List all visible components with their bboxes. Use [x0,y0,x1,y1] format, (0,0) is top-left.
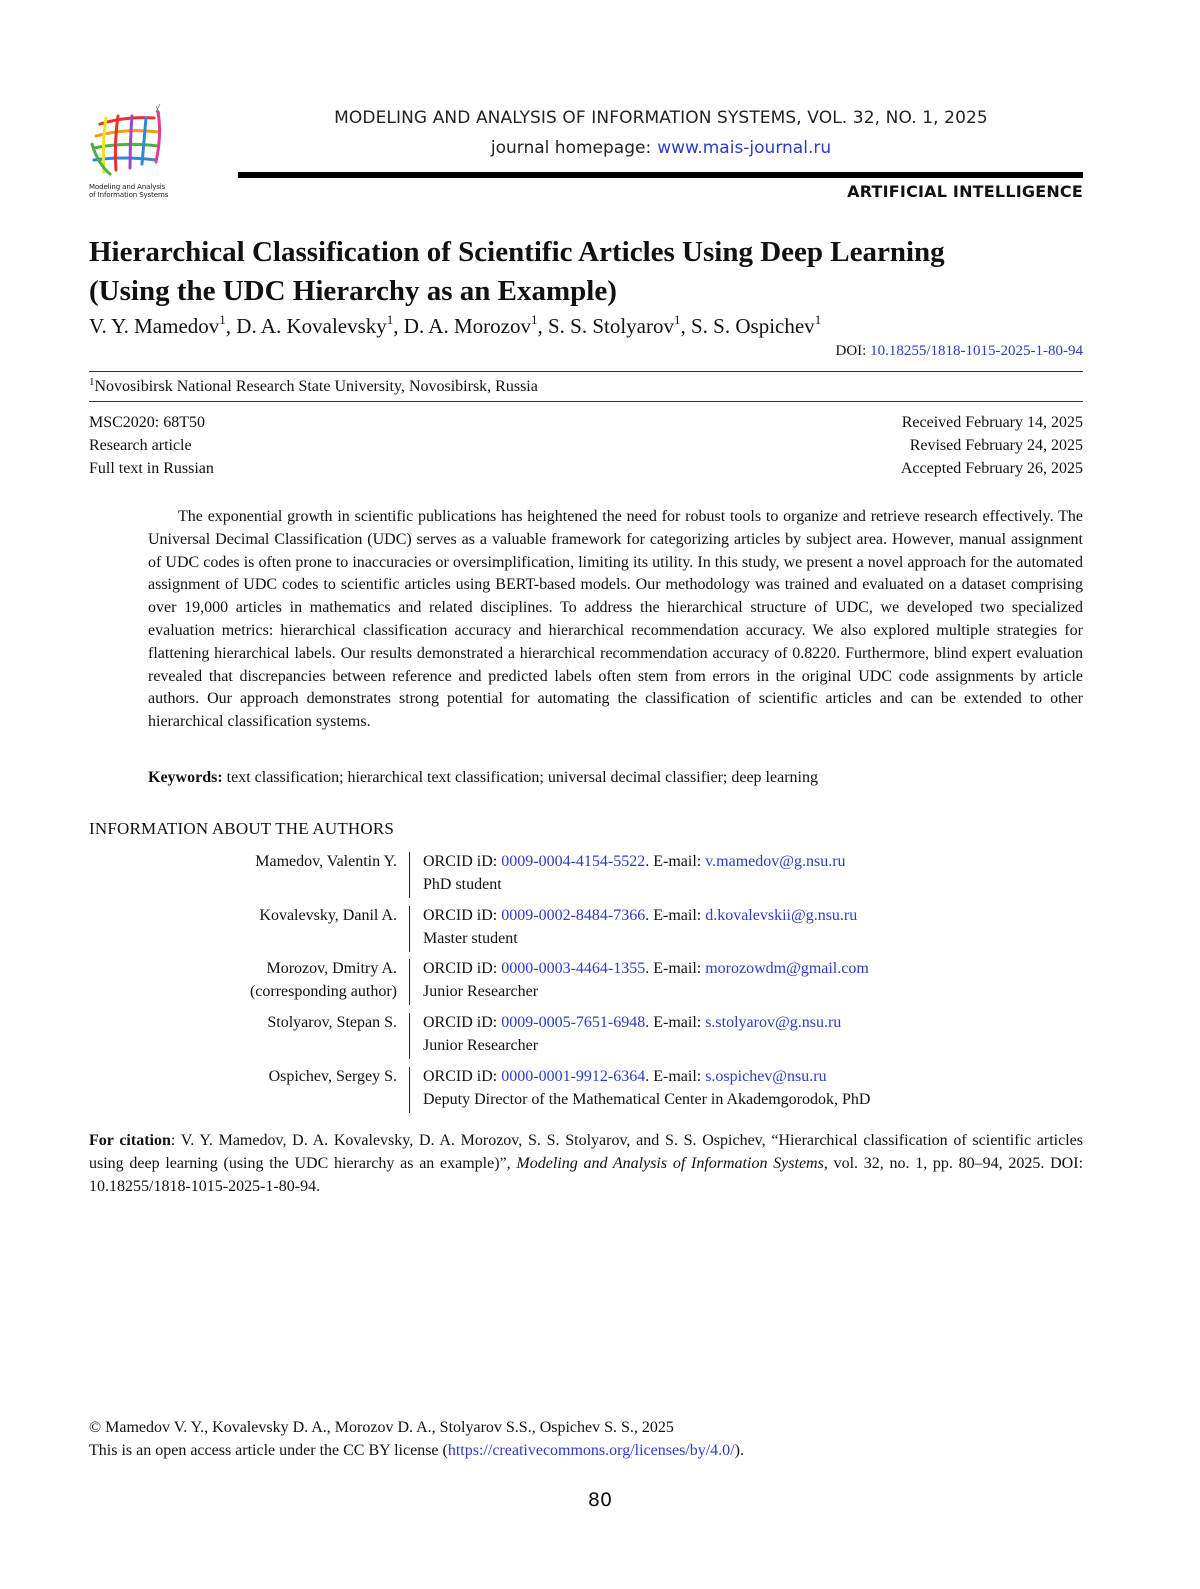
author-info-divider [409,906,410,952]
author-info-name: Stolyarov, Stepan S. [267,1014,397,1031]
author-name: D. A. Morozov [403,314,531,338]
doi-label: DOI: [835,343,867,359]
email-label: E-mail: [653,907,702,924]
article-dates [901,411,1083,480]
orcid-label: ORCID iD: [423,960,498,977]
author-info-name: Kovalevsky, Danil A. [259,907,397,924]
homepage-label: journal homepage: [490,138,652,158]
copyright-block [89,1416,744,1462]
abstract: The exponential growth in scientific publications has heightened the need for robust tools to organize and retrieve research effectively. The Universal Decimal Classification (UDC) serves as a valuable framework for categorizing articles by subject area. However, manual assignment of UDC codes is often prone to inaccuracies or oversimplification, limiting its utility. In this study, we present a novel approach for the automated assignment of UDC codes to scientific articles using BERT-based models. Our methodology was trained and evaluated on a dataset comprising over 19,000 articles in mathematics and related disciplines. To address the hierarchical structure of UDC, we developed two specialized evaluation metrics: hierarchical classification accuracy and hierarchical recommendation accuracy. We also explored multiple strategies for flattening hierarchical labels. Our results demonstrated a hierarchical recommendation accuracy of 0.8220. Furthermore, blind expert evaluation revealed that discrepancies between reference and predicted labels often stem from errors in the original UDC code assignments by article authors. Our approach demonstrates strong potential for automating the classification of scientific articles and can be extended to other hierarchical classification systems. [148,508,1083,731]
author-info-row [89,1011,1083,1057]
article-title [89,233,1089,311]
email-link[interactable]: d.kovalevskii@g.nsu.ru [705,907,858,924]
orcid-label: ORCID iD: [423,907,498,924]
journal-name: MODELING AND ANALYSIS OF INFORMATION SYSTEMS, VOL. 32, NO. 1, 2025 [334,108,988,128]
title-line-2: (Using the UDC Hierarchy as an Example) [89,275,617,307]
author-info-details: ORCID iD: 0009-0004-4154-5522. E-mail: v.mamedov@g.nsu.ru PhD student [423,853,846,893]
journal-homepage [240,138,1082,158]
email-link[interactable]: v.mamedov@g.nsu.ru [705,853,846,870]
author-info-divider [409,959,410,1005]
citation-tail: , vol. 32, no. 1, pp. 80–94, 2025. DOI: 10.18255/1818-1015-2025-1-80-94. [89,1155,1084,1195]
orcid-label: ORCID iD: [423,1014,498,1031]
logo-text: Modeling and Analysis of Information Systems [89,183,169,199]
author-info-details: ORCID iD: 0009-0005-7651-6948. E-mail: s.stolyarov@g.nsu.ru Junior Researcher [423,1014,842,1054]
author-info-row [89,850,1083,896]
orcid-link[interactable]: 0000-0001-9912-6364 [501,1068,646,1085]
affiliation-rule-top [89,371,1083,372]
orcid-label: ORCID iD: [423,1068,498,1085]
homepage-link[interactable]: www.mais-journal.ru [657,138,832,158]
title-line-1: Hierarchical Classification of Scientific Articles Using Deep Learning [89,236,945,268]
email-label: E-mail: [653,1068,702,1085]
affiliation-mark: 1 [89,376,95,388]
affiliation [89,378,538,396]
license-line: This is an open access article under the CC BY license (https://creativecommons.org/licenses/by/4.0/). [89,1442,744,1459]
citation [89,1129,1083,1198]
article-meta [89,411,214,480]
author-info-details: ORCID iD: 0009-0002-8484-7366. E-mail: d.kovalevskii@g.nsu.ru Master student [423,907,858,947]
author-position: Master student [423,930,518,947]
keywords-label: Keywords: [148,769,223,786]
author-list: V. Y. Mamedov$^1$, D. A. Kovalevsky$^1$, D. A. Morozov$^1$, S. S. Stolyarov$^1$, S. S. Ospichev$^1$ [89,312,822,338]
revised-date: Revised February 24, 2025 [909,437,1083,454]
affiliation-mark: 1 [530,312,538,327]
orcid-label: ORCID iD: [423,853,498,870]
author-name: D. A. Kovalevsky [236,314,387,338]
author-position: Junior Researcher [423,983,539,1000]
author-position: PhD student [423,876,502,893]
email-label: E-mail: [653,1014,702,1031]
article-type: Research article [89,437,192,454]
author-info-name: Morozov, Dmitry A. (corresponding author) [249,960,397,1000]
orcid-link[interactable]: 0000-0003-4464-1355 [501,960,646,977]
affiliation-rule-bottom [89,401,1083,402]
affiliation-mark: 1 [814,312,822,327]
msc-code: MSC2020: 68T50 [89,414,206,431]
keywords [148,769,1083,787]
author-info-details: ORCID iD: 0000-0003-4464-1355. E-mail: morozowdm@gmail.com Junior Researcher [423,960,869,1000]
author-info-row [89,904,1083,950]
author-info-row [89,957,1083,1003]
email-link[interactable]: s.ospichev@nsu.ru [705,1068,827,1085]
received-date: Received February 14, 2025 [901,414,1083,431]
logo-grid-icon [92,112,160,174]
author-info-row [89,1065,1083,1111]
orcid-link[interactable]: 0009-0005-7651-6948 [501,1014,646,1031]
citation-label: For citation [89,1132,171,1149]
author-position: Deputy Director of the Mathematical Center in Akademgorodok, PhD [423,1091,871,1108]
section-label: ARTIFICIAL INTELLIGENCE [847,182,1083,201]
orcid-link[interactable]: 0009-0004-4154-5522 [501,853,646,870]
authors-info-heading: INFORMATION ABOUT THE AUTHORS [89,819,395,838]
license-link[interactable]: https://creativecommons.org/licenses/by/4.0/ [447,1442,735,1459]
email-label: E-mail: [653,853,702,870]
corresponding-note: (corresponding author) [249,983,397,1000]
author-info-divider [409,1067,410,1113]
author-info-name: Mamedov, Valentin Y. [255,853,397,870]
author-name: S. S. Ospichev [691,314,815,338]
author-name: S. S. Stolyarov [547,314,674,338]
author-name: V. Y. Mamedov [89,314,220,338]
orcid-link[interactable]: 0009-0002-8484-7366 [501,907,646,924]
email-label: E-mail: [653,960,702,977]
author-info-divider [409,1013,410,1059]
affiliation-mark: 1 [386,312,394,327]
affiliation-text: Novosibirsk National Research State University, Novosibirsk, Russia [94,378,538,395]
doi [836,343,1083,360]
affiliation-mark: 1 [219,312,226,327]
author-info-name: Ospichev, Sergey S. [268,1068,397,1085]
author-info-details: ORCID iD: 0000-0001-9912-6364. E-mail: s.ospichev@nsu.ru Deputy Director of the Mathematical Center in Akademgorodok, PhD [423,1068,871,1108]
doi-link[interactable]: 10.18255/1818-1015-2025-1-80-94 [870,343,1083,359]
citation-text: : V. Y. Mamedov, D. A. Kovalevsky, D. A. Morozov, S. S. Stolyarov, and S. S. Ospichev, “Hierarchical classification of scientific articles using deep learning (using the UDC hierarchy as an example)”, [89,1132,1084,1172]
page-number: 80 [587,1489,613,1511]
accepted-date: Accepted February 26, 2025 [900,460,1083,477]
full-text-language: Full text in Russian [89,460,214,477]
author-position: Junior Researcher [423,1037,539,1054]
copyright-line: © Mamedov V. Y., Kovalevsky D. A., Morozov D. A., Stolyarov S.S., Ospichev S. S., 2025 [89,1419,674,1436]
citation-journal: Modeling and Analysis of Information Systems [516,1155,824,1172]
author-info-divider [409,852,410,898]
header-rule [238,172,1083,178]
affiliation-mark: 1 [674,312,681,327]
email-link[interactable]: morozowdm@gmail.com [705,960,869,977]
email-link[interactable]: s.stolyarov@g.nsu.ru [705,1014,842,1031]
keywords-text: text classification; hierarchical text classification; universal decimal classifier; deep learning [226,769,818,786]
